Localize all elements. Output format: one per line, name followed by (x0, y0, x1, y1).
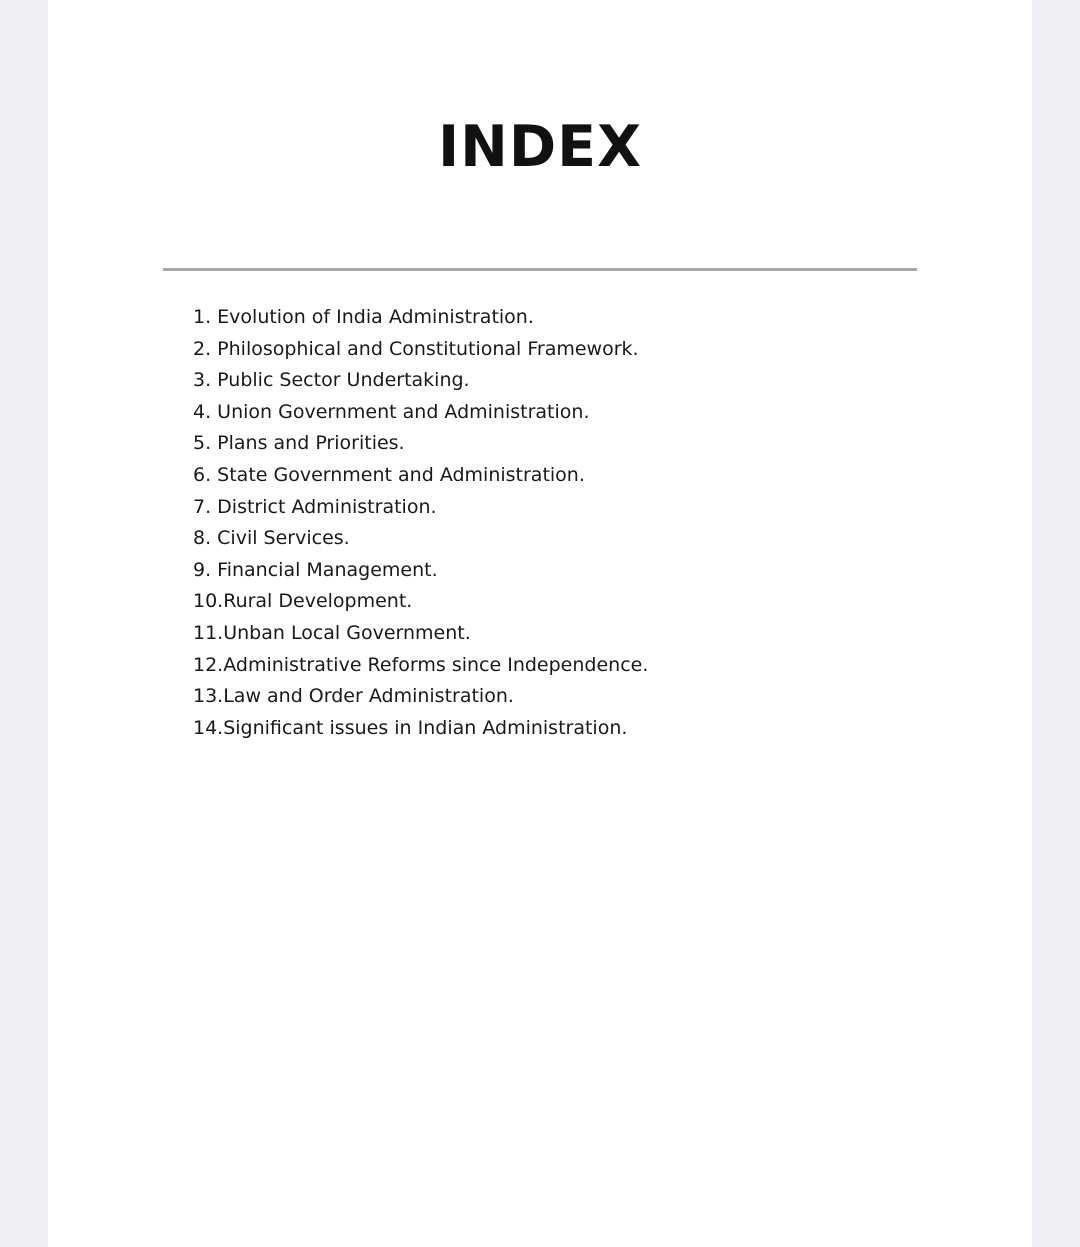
toc-item: 4. Union Government and Administration. (193, 400, 590, 423)
toc-item: 3. Public Sector Undertaking. (193, 369, 470, 392)
toc-item: 2. Philosophical and Constitutional Framework. (193, 337, 639, 360)
table-of-contents (193, 302, 893, 744)
toc-item: 14.Significant issues in Indian Administration. (193, 716, 628, 739)
toc-item: 9. Financial Management. (193, 558, 438, 581)
toc-item: 11.Unban Local Government. (193, 621, 471, 644)
toc-item: 13.Law and Order Administration. (193, 685, 514, 708)
horizontal-divider (163, 268, 917, 271)
toc-item: 7. District Administration. (193, 495, 437, 518)
toc-item: 1. Evolution of India Administration. (193, 306, 534, 328)
toc-item: 8. Civil Services. (193, 527, 350, 550)
toc-item: 5. Plans and Priorities. (193, 432, 405, 455)
document-page (48, 0, 1032, 1247)
toc-item: 10.Rural Development. (193, 590, 413, 613)
toc-item: 12.Administrative Reforms since Independence. (193, 653, 649, 676)
toc-item: 6. State Government and Administration. (193, 463, 585, 486)
page-title: INDEX (437, 114, 643, 180)
